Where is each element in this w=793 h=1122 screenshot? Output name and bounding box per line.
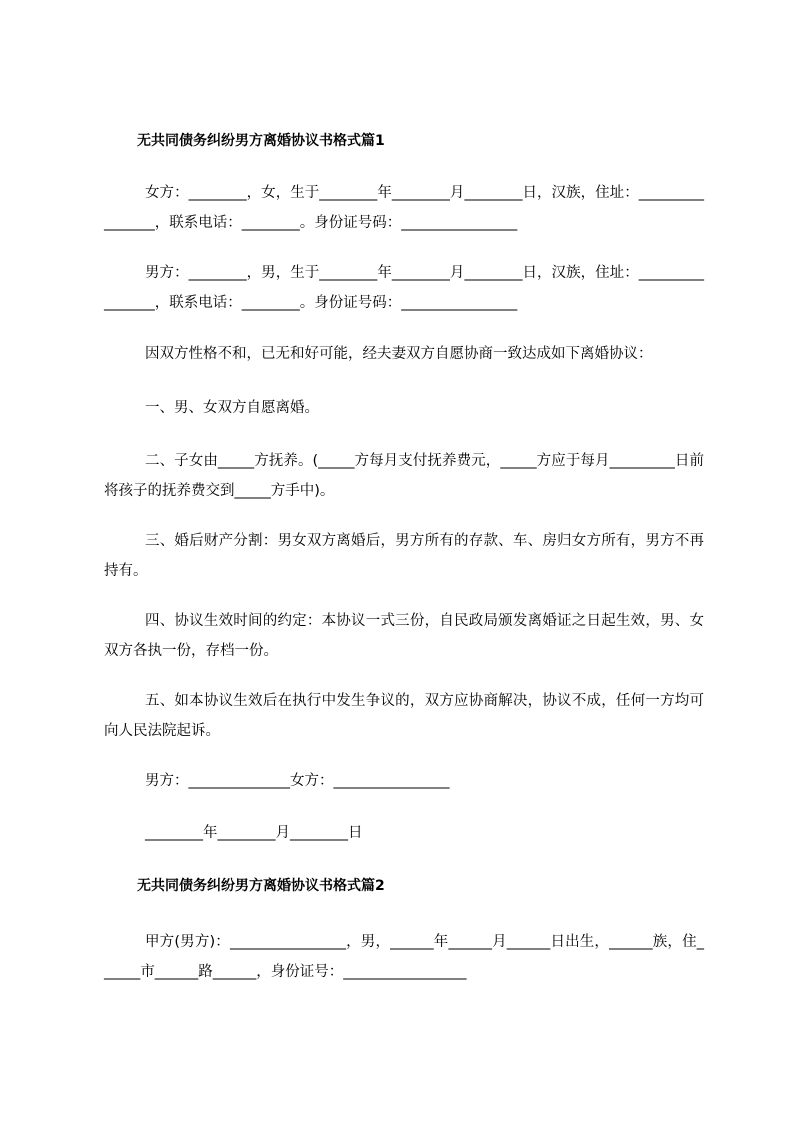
husband-info-paragraph: 男方：________，男，生于________年________月________日，汉族，住址：________________，联系电话：________。身份证号码：________________	[104, 265, 704, 311]
signature-line: 男方：______________女方：________________	[145, 773, 450, 789]
party-a-paragraph: 甲方(男方)：________________，男，______年______月______日出生，______族，住______市______路______，身份证号：_________________	[104, 934, 704, 980]
wife-info-paragraph: 女方：________，女，生于________年________月________日，汉族，住址：________________，联系电话：________。身份证号码：________________	[104, 185, 704, 231]
clause-1-paragraph: 一、男、女双方自愿离婚。	[145, 400, 319, 416]
intro-paragraph: 因双方性格不和，已无和好可能，经夫妻双方自愿协商一致达成如下离婚协议：	[145, 346, 653, 362]
clause-3-paragraph: 三、婚后财产分割：男女双方离婚后，男方所有的存款、车、房归女方所有，男方不再持有。	[104, 533, 704, 579]
clause-5-paragraph: 五、如本协议生效后在执行中发生争议的，双方应协商解决，协议不成，任何一方均可向人民法院起诉。	[104, 693, 704, 739]
date-line: ________年________月________日	[145, 825, 363, 841]
clause-4-paragraph: 四、协议生效时间的约定：本协议一式三份，自民政局颁发离婚证之日起生效，男、女双方各执一份，存档一份。	[104, 613, 704, 659]
section2-title: 无共同债务纠纷男方离婚协议书格式篇2	[137, 878, 385, 894]
clause-2-paragraph: 二、子女由_____方抚养。(_____方每月支付抚养费元，_____方应于每月_________日前将孩子的抚养费交到_____方手中)。	[104, 453, 704, 499]
section1-title: 无共同债务纠纷男方离婚协议书格式篇1	[137, 133, 385, 149]
